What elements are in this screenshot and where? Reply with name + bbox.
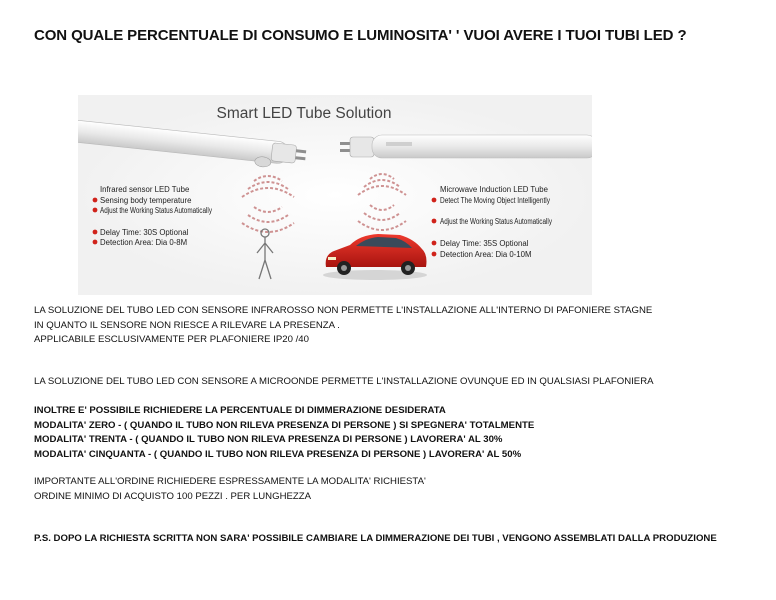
infrared-list-title: Infrared sensor LED Tube (100, 185, 190, 194)
infrared-item-4: Detection Area: Dia 0-8M (100, 238, 188, 247)
figure-heading: Smart LED Tube Solution (216, 105, 392, 122)
order-note-2: ORDINE MINIMO DI ACQUISTO 100 PEZZI . PER LUNGHEZZA (34, 490, 312, 502)
infrared-item-3: Delay Time: 30S Optional (100, 228, 189, 237)
microwave-list-title: Microwave Induction LED Tube (440, 185, 548, 194)
microwave-item-4: Detection Area: Dia 0-10M (440, 250, 532, 259)
mode-fifty: MODALITA' CINQUANTA - ( QUANDO IL TUBO NON RILEVA PRESENZA DI PERSONE ) LAVORERA' AL 50% (34, 448, 522, 460)
dimming-section (34, 404, 534, 462)
page-title: CON QUALE PERCENTUALE DI CONSUMO E LUMINOSITA' ' VUOI AVERE I TUOI TUBI LED ? (34, 27, 687, 44)
microwave-paragraph (34, 375, 654, 390)
microwave-item-1: Detect The Moving Object Intelligently (440, 196, 551, 205)
dimming-intro: INOLTRE E' POSSIBILE RICHIEDERE LA PERCENTUALE DI DIMMERAZIONE DESIDERATA (34, 405, 446, 416)
microwave-led-tube (340, 135, 592, 158)
infrared-item-2: Adjust the Working Status Automatically (100, 206, 213, 215)
order-notes (34, 475, 426, 504)
smart-led-tube-figure (78, 95, 592, 295)
ps-line: P.S. DOPO LA RICHIESTA SCRITTA NON SARA' POSSIBILE CAMBIARE LA DIMMERAZIONE DEI TUBI , VENGONO ASSEMBLATI DALLA PRODUZIONE (34, 533, 717, 544)
microwave-item-2: Adjust the Working Status Automatically (440, 217, 553, 226)
infrared-line-3: APPLICABILE ESCLUSIVAMENTE PER PLAFONIERE IP20 /40 (34, 334, 309, 345)
microwave-line: LA SOLUZIONE DEL TUBO LED CON SENSORE A MICROONDE PERMETTE L'INSTALLAZIONE OVUNQUE ED IN QUALSIASI PLAFONIERA (34, 376, 654, 387)
infrared-paragraph (34, 304, 652, 348)
mode-thirty: MODALITA' TRENTA - ( QUANDO IL TUBO NON RILEVA PRESENZA DI PERSONE ) LAVORERA' AL 30% (34, 434, 503, 445)
infrared-item-1: Sensing body temperature (100, 196, 192, 205)
mode-zero: MODALITA' ZERO - ( QUANDO IL TUBO NON RILEVA PRESENZA DI PERSONE ) SI SPEGNERA' TOTALMENTE (34, 419, 535, 431)
infrared-line-1: LA SOLUZIONE DEL TUBO LED CON SENSORE INFRAROSSO NON PERMETTE L'INSTALLAZIONE ALL'INTERNO DI PAFONIERE STAGNE (34, 305, 653, 316)
ps-note (34, 532, 717, 547)
infrared-line-2: IN QUANTO IL SENSORE NON RIESCE A RILEVARE LA PRESENZA . (34, 319, 340, 331)
order-note-1: IMPORTANTE ALL'ORDINE RICHIEDERE ESPRESSAMENTE LA MODALITA' RICHIESTA' (34, 476, 426, 487)
microwave-item-3: Delay Time: 35S Optional (440, 239, 529, 248)
